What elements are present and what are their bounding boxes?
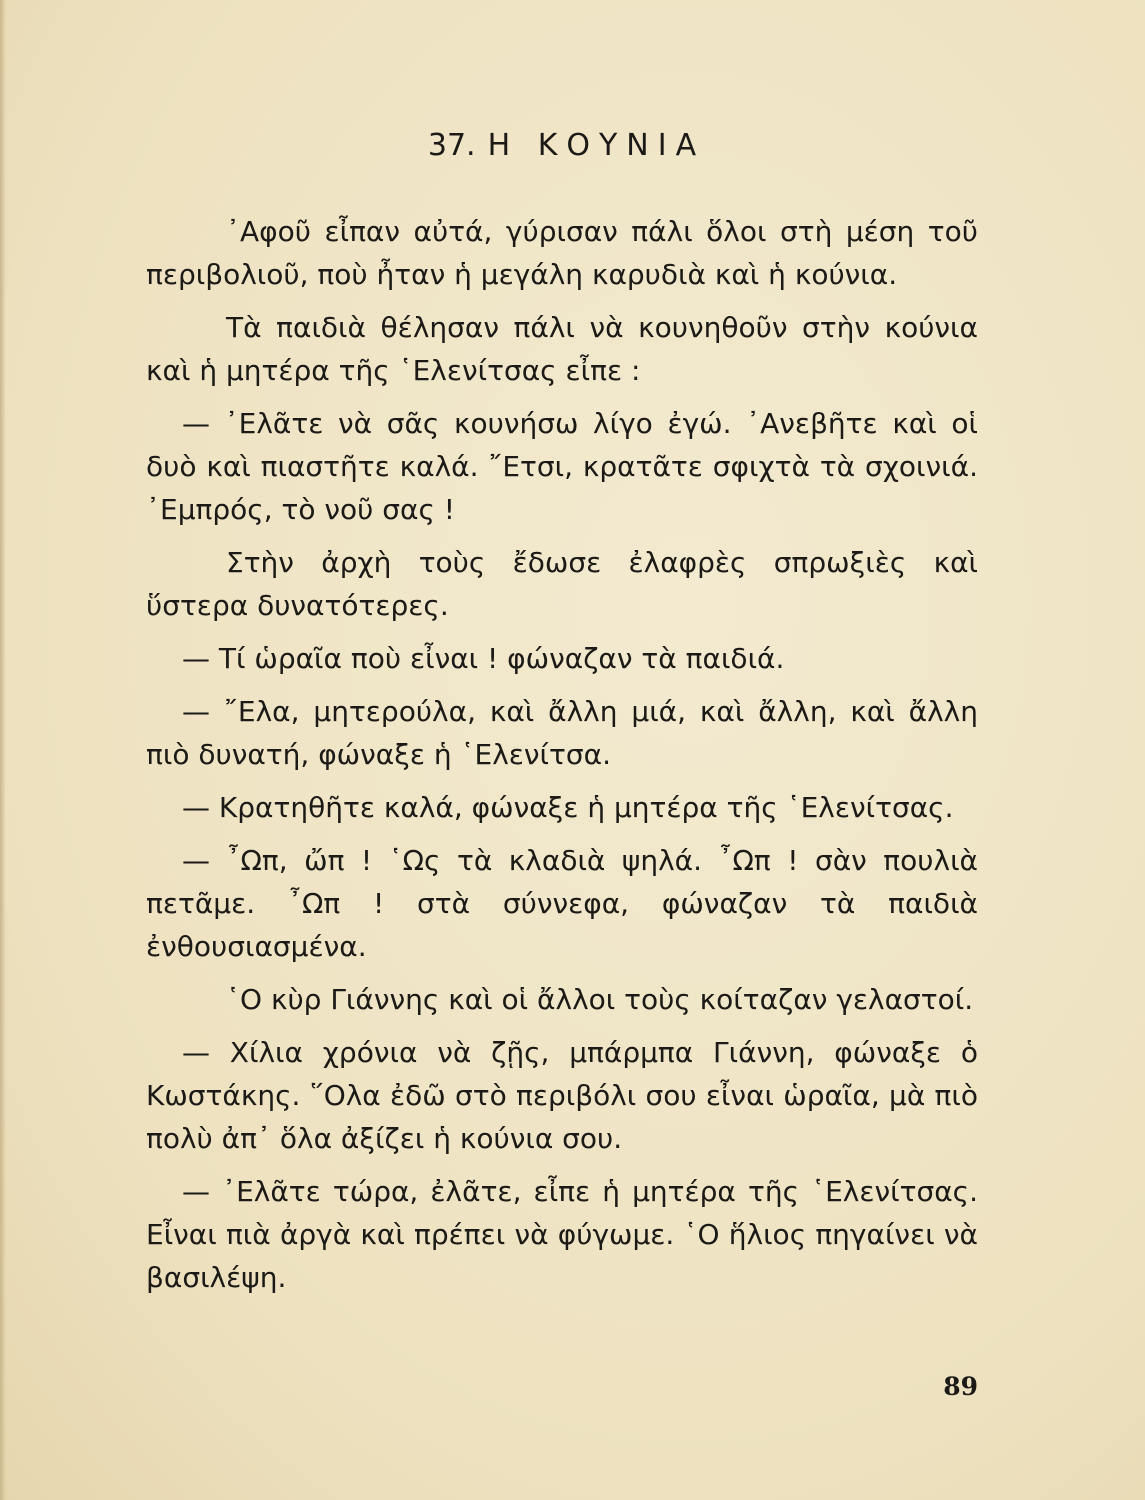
page-binding-edge (0, 0, 6, 1500)
paragraph-1: ᾿Αφοῦ εἶπαν αὐτά, γύρισαν πάλι ὅλοι στὴ μέση τοῦ περιβολιοῦ, ποὺ ἦταν ἡ μεγάλη καρυδιὰ καὶ ἡ κούνια. (146, 215, 978, 291)
paragraph-9: ῾Ο κὺρ Γιάννης καὶ οἱ ἄλλοι τοὺς κοίταζαν γελαστοί. (226, 983, 974, 1016)
paragraph-6: — ῎Ελα, μητερούλα, καὶ ἄλλη μιά, καὶ ἄλλη, καὶ ἄλλη πιὸ δυνατή, φώναξε ἡ ῾Ελενίτσα. (146, 695, 978, 771)
paragraph-4: Στὴν ἀρχὴ τοὺς ἔδωσε ἐλαφρὲς σπρωξιὲς καὶ ὕστερα δυνατότερες. (146, 546, 978, 622)
chapter-title: Η ΚΟΥΝΙΑ (487, 128, 706, 163)
paragraph-2: Τὰ παιδιὰ θέλησαν πάλι νὰ κουνηθοῦν στὴν κούνια καὶ ἡ μητέρα τῆς ῾Ελενίτσας εἶπε : (146, 311, 978, 387)
paragraph-8: — ῏Ωπ, ὤπ ! ῾Ως τὰ κλαδιὰ ψηλά. ῏Ωπ ! σὰν πουλιὰ πετᾶμε. ῏Ωπ ! στὰ σύννεφα, φώναζαν τὰ παιδιὰ ἐνθουσιασμένα. (146, 844, 978, 963)
page-number: 89 (943, 1372, 978, 1401)
paragraph-3: — ᾿Ελᾶτε νὰ σᾶς κουνήσω λίγο ἐγώ. ᾿Ανεβῆτε καὶ οἱ δυὸ καὶ πιαστῆτε καλά. ῎Ετσι, κρατᾶτε σφιχτὰ τὰ σχοινιά. ᾿Εμπρός, τὸ νοῦ σας ! (146, 407, 978, 526)
paragraph-11: — ᾿Ελᾶτε τώρα, ἐλᾶτε, εἶπε ἡ μητέρα τῆς ῾Ελενίτσας. Εἶναι πιὰ ἀργὰ καὶ πρέπει νὰ φύγωμε. ῾Ο ἥλιος πηγαίνει νὰ βασιλέψη. (146, 1175, 978, 1294)
chapter-number: 37. (427, 128, 476, 163)
chapter-body (146, 210, 978, 1309)
paragraph-10: — Χίλια χρόνια νὰ ζῇς, μπάρμπα Γιάννη, φώναξε ὁ Κωστάκης. ῞Ολα ἐδῶ στὸ περιβόλι σου εἶναι ὡραῖα, μὰ πιὸ πολὺ ἀπ᾿ ὅλα ἀξίζει ἡ κούνια σου. (146, 1036, 978, 1155)
chapter-heading (0, 128, 1139, 163)
paragraph-5: — Τί ὡραῖα ποὺ εἶναι ! φώναζαν τὰ παιδιά. (182, 642, 785, 675)
paragraph-7: — Κρατηθῆτε καλά, φώναξε ἡ μητέρα τῆς ῾Ελενίτσας. (182, 791, 954, 824)
